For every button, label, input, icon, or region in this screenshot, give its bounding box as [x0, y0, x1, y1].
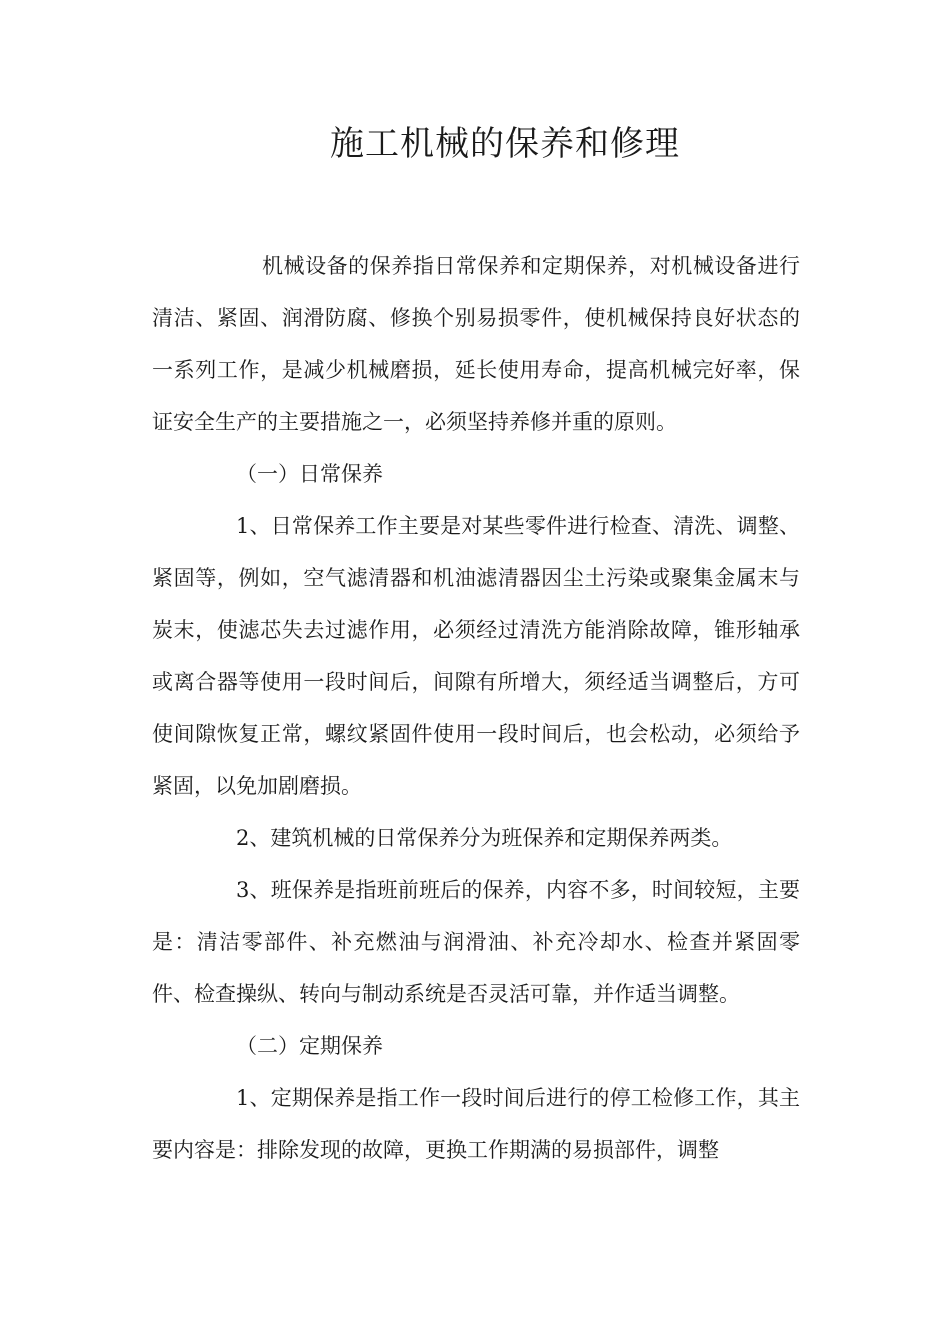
- document-body: [152, 240, 800, 1176]
- paragraph-periodic-1: 1、定期保养是指工作一段时间后进行的停工检修工作，其主要内容是：排除发现的故障，更换工作期满的易损部件，调整: [152, 1086, 800, 1162]
- page-title: 施工机械的保养和修理: [330, 124, 680, 164]
- section-heading-periodic-maintenance: （二）定期保养: [236, 1034, 383, 1058]
- paragraph-daily-3: 3、班保养是指班前班后的保养，内容不多，时间较短，主要是：清洁零部件、补充燃油与润滑油、补充冷却水、检查并紧固零件、检查操纵、转向与制动系统是否灵活可靠，并作适当调整。: [152, 878, 800, 1006]
- paragraph-daily-2: 2、建筑机械的日常保养分为班保养和定期保养两类。: [236, 826, 733, 850]
- paragraph-intro: 机械设备的保养指日常保养和定期保养，对机械设备进行清洁、紧固、润滑防腐、修换个别易损零件，使机械保持良好状态的一系列工作，是减少机械磨损，延长使用寿命，提高机械完好率，保证安全生产的主要措施之一，必须坚持养修并重的原则。: [152, 254, 800, 434]
- paragraph-daily-1: 1、日常保养工作主要是对某些零件进行检查、清洗、调整、紧固等，例如，空气滤清器和机油滤清器因尘土污染或聚集金属末与炭末，使滤芯失去过滤作用，必须经过清洗方能消除故障，锥形轴承或离合器等使用一段时间后，间隙有所增大，须经适当调整后，方可使间隙恢复正常，螺纹紧固件使用一段时间后，也会松动，必须给予紧固，以免加剧磨损。: [152, 514, 800, 798]
- section-heading-daily-maintenance: （一）日常保养: [236, 462, 383, 486]
